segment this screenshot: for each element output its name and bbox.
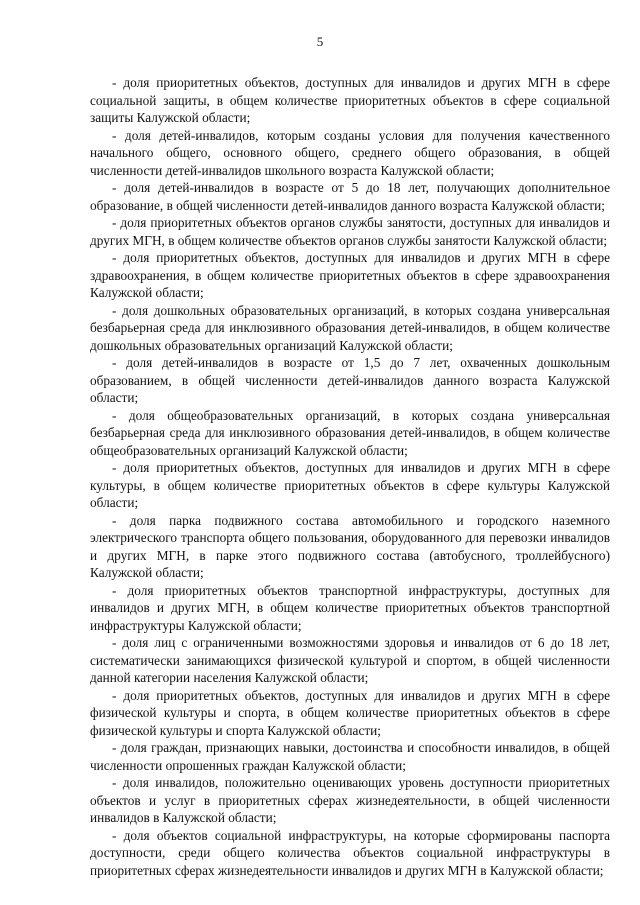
list-item	[90, 512, 610, 582]
list-item-text: - доля инвалидов, положительно оценивающих уровень доступности приоритетных объектов и услуг в приоритетных сферах жизнедеятельности, в общей численности инвалидов в Калужской области;	[90, 775, 610, 825]
document-body	[90, 74, 610, 879]
list-item-text: - доля объектов социальной инфраструктуры, на которые сформированы паспорта доступности, среди общего количества объектов социальной инфраструктуры в приоритетных сферах жизнедеятельности инвалидов и других МГН в Калужской области;	[90, 827, 610, 878]
list-item-text: - доля общеобразовательных организаций, в которых создана универсальная безбарьерная среда для инклюзивного образования детей-инвалидов, в общем количестве общеобразовательных организаций Калужской области;	[90, 407, 610, 458]
list-item	[90, 354, 610, 407]
list-item	[90, 214, 610, 249]
list-item-text: - доля граждан, признающих навыки, достоинства и способности инвалидов, в общей численности опрошенных граждан Калужской области;	[90, 740, 610, 773]
list-item	[90, 249, 610, 302]
list-item	[90, 634, 610, 687]
list-item	[90, 827, 610, 880]
list-item-text: - доля приоритетных объектов, доступных для инвалидов и других МГН в сфере социальной защиты, в общем количестве приоритетных объектов в сфере социальной защиты Калужской области;	[90, 75, 610, 125]
list-item-text: - доля приоритетных объектов, доступных для инвалидов и других МГН в сфере здравоохранения, в общем количестве приоритетных объектов в сфере здравоохранения Калужской области;	[90, 250, 610, 300]
list-item	[90, 302, 610, 355]
list-item-text: - доля приоритетных объектов, доступных для инвалидов и других МГН в сфере физической культуры и спорта, в общем количестве приоритетных объектов в сфере физической культуры и спорта Калужской области;	[90, 687, 610, 738]
page-number: 5	[316, 34, 324, 49]
list-item-text: - доля приоритетных объектов транспортной инфраструктуры, доступных для инвалидов и других МГН, в общем количестве приоритетных объектов транспортной инфраструктуры Калужской области;	[90, 582, 610, 633]
list-item	[90, 407, 610, 460]
list-item	[90, 582, 610, 635]
list-item	[90, 687, 610, 740]
list-item-text: - доля лиц с ограниченными возможностями здоровья и инвалидов от 6 до 18 лет, систематически занимающихся физической культурой и спортом, в общей численности данной категории населения Калужской области;	[90, 635, 610, 685]
list-item	[90, 774, 610, 827]
list-item	[90, 74, 610, 127]
list-item-text: - доля дошкольных образовательных организаций, в которых создана универсальная безбарьерная среда для инклюзивного образования детей-инвалидов, в общем количестве дошкольных образовательных организаций Калужской области;	[90, 302, 610, 353]
list-item-text: - доля детей-инвалидов в возрасте от 5 до 18 лет, получающих дополнительное образование, в общей численности детей-инвалидов данного возраста Калужской области;	[90, 180, 610, 213]
list-item-text: - доля парка подвижного состава автомобильного и городского наземного электрического транспорта общего пользования, оборудованного для перевозки инвалидов и других МГН, в парке этого подвижного состава (автобусного, троллейбусного) Калужской области;	[90, 512, 610, 580]
list-item	[90, 459, 610, 512]
list-item-text: - доля приоритетных объектов, доступных для инвалидов и других МГН в сфере культуры, в общем количестве приоритетных объектов в сфере культуры Калужской области;	[90, 460, 610, 510]
list-item-text: - доля приоритетных объектов органов службы занятости, доступных для инвалидов и других МГН, в общем количестве объектов органов службы занятости Калужской области;	[90, 215, 610, 248]
list-item-text: - доля детей-инвалидов, которым созданы условия для получения качественного начального общего, основного общего, среднего общего образования, в общей численности детей-инвалидов школьного возраста Калужской области;	[90, 127, 610, 178]
list-item	[90, 179, 610, 214]
list-item	[90, 127, 610, 180]
list-item	[90, 739, 610, 774]
list-item-text: - доля детей-инвалидов в возрасте от 1,5 до 7 лет, охваченных дошкольным образованием, в общей численности детей-инвалидов данного возраста Калужской области;	[90, 355, 610, 405]
